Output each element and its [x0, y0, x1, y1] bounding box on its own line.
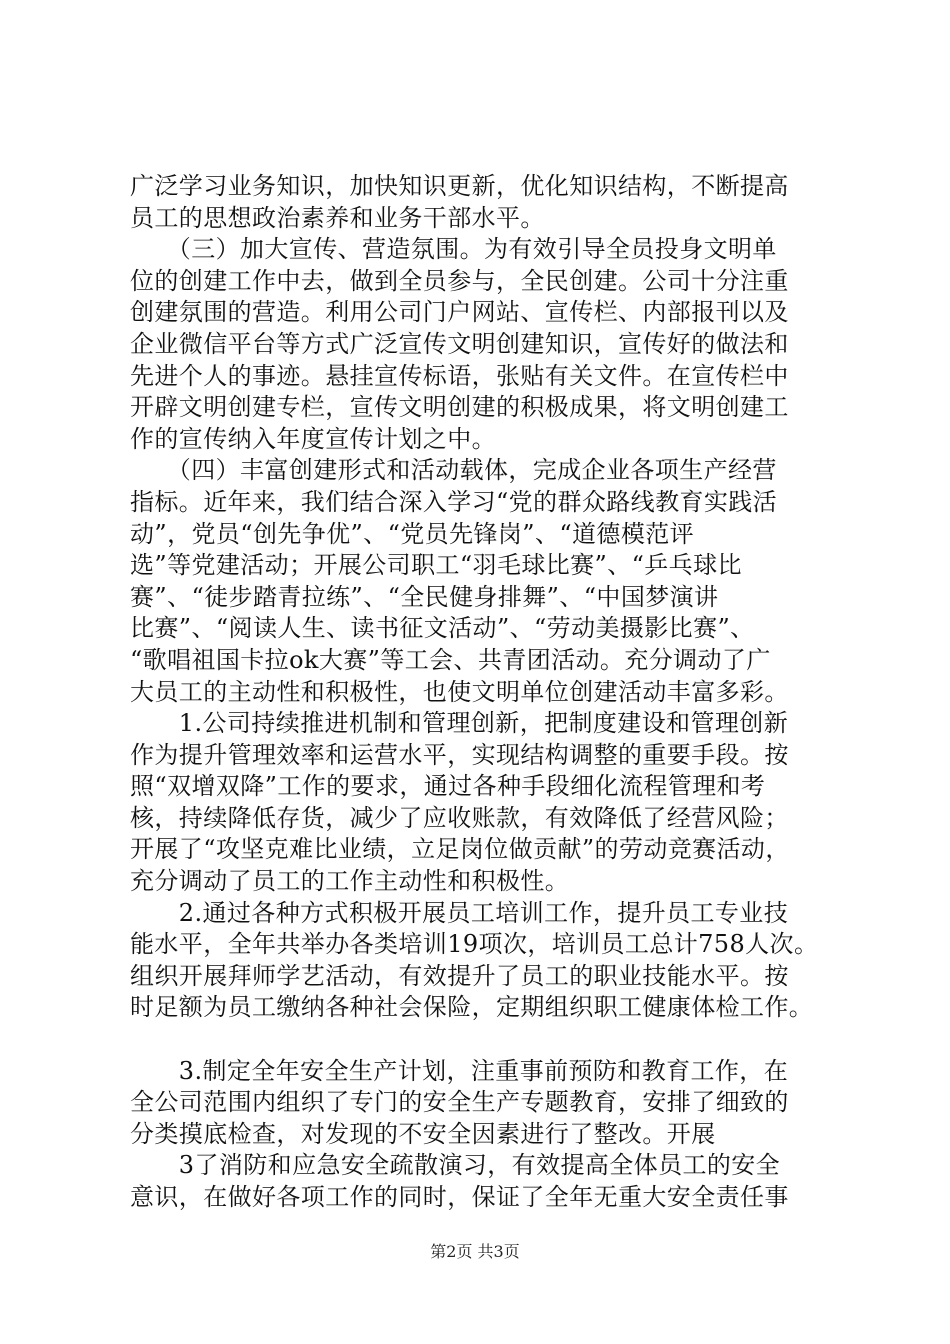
- text-line: 大员工的主动性和积极性，也使文明单位创建活动丰富多彩。: [130, 677, 789, 706]
- text-line: 开辟文明创建专栏，宣传文明创建的积极成果，将文明创建工: [130, 393, 789, 422]
- text-line: 全公司范围内组织了专门的安全生产专题教育，安排了细致的: [130, 1088, 789, 1117]
- page-number: 第2页 共3页: [430, 1242, 520, 1261]
- text-line: “歌唱祖国卡拉ok大赛”等工会、共青团活动。充分调动了广: [130, 645, 771, 674]
- text-line: 开展了“攻坚克难比业绩，立足岗位做贡献”的劳动竞赛活动，: [130, 835, 790, 864]
- text-line: 时足额为员工缴纳各种社会保险，定期组织职工健康体检工作。: [130, 993, 814, 1022]
- text-line: 先进个人的事迹。悬挂宣传标语，张贴有关文件。在宣传栏中: [130, 361, 789, 390]
- blank-line: [130, 1024, 830, 1056]
- text-line: 作的宣传纳入年度宣传计划之中。: [130, 424, 496, 453]
- text-line: （四）丰富创建形式和活动载体，完成企业各项生产经营: [130, 456, 777, 485]
- text-line: 3.制定全年安全生产计划，注重事前预防和教育工作，在: [130, 1056, 789, 1085]
- text-line: 广泛学习业务知识，加快知识更新，优化知识结构，不断提高: [130, 172, 789, 200]
- text-line: 核，持续降低存货，减少了应收账款，有效降低了经营风险；: [130, 803, 789, 832]
- text-line: 2.通过各种方式积极开展员工培训工作，提升员工专业技: [130, 898, 789, 927]
- text-line: 3了消防和应急安全疏散演习，有效提高全体员工的安全: [130, 1151, 781, 1180]
- text-line: 选”等党建活动；开展公司职工“羽毛球比赛”、“乒乓球比: [130, 551, 742, 580]
- text-line: 组织开展拜师学艺活动，有效提升了员工的职业技能水平。按: [130, 961, 789, 990]
- page-footer: [0, 1242, 950, 1262]
- text-line: 位的创建工作中去，做到全员参与，全民创建。公司十分注重: [130, 266, 789, 295]
- body-text: [130, 171, 830, 1214]
- text-line: 作为提升管理效率和运营水平，实现结构调整的重要手段。按: [130, 740, 789, 769]
- text-line: 能水平，全年共举办各类培训19项次，培训员工总计758人次。: [130, 930, 819, 959]
- text-line: 指标。近年来，我们结合深入学习“党的群众路线教育实践活: [130, 487, 778, 516]
- text-line: 动”，党员“创先争优”、“党员先锋岗”、“道德模范评: [130, 519, 695, 548]
- text-line: 充分调动了员工的工作主动性和积极性。: [130, 867, 570, 896]
- text-line: 意识，在做好各项工作的同时，保证了全年无重大安全责任事: [130, 1183, 789, 1211]
- text-line: 1.公司持续推进机制和管理创新，把制度建设和管理创新: [130, 709, 789, 738]
- text-line: 比赛”、“阅读人生、读书征文活动”、“劳动美摄影比赛”、: [130, 614, 755, 643]
- text-line: 企业微信平台等方式广泛宣传文明创建知识，宣传好的做法和: [130, 329, 789, 358]
- text-line: 员工的思想政治素养和业务干部水平。: [130, 203, 545, 232]
- text-line: （三）加大宣传、营造氛围。为有效引导全员投身文明单: [130, 235, 777, 264]
- text-line: 赛”、“徒步踏青拉练”、“全民健身排舞”、“中国梦演讲: [130, 582, 719, 611]
- text-line: 创建氛围的营造。利用公司门户网站、宣传栏、内部报刊以及: [130, 298, 789, 327]
- text-line: 照“双增双降”工作的要求，通过各种手段细化流程管理和考: [130, 772, 766, 801]
- text-line: 分类摸底检查，对发现的不安全因素进行了整改。开展: [130, 1119, 716, 1148]
